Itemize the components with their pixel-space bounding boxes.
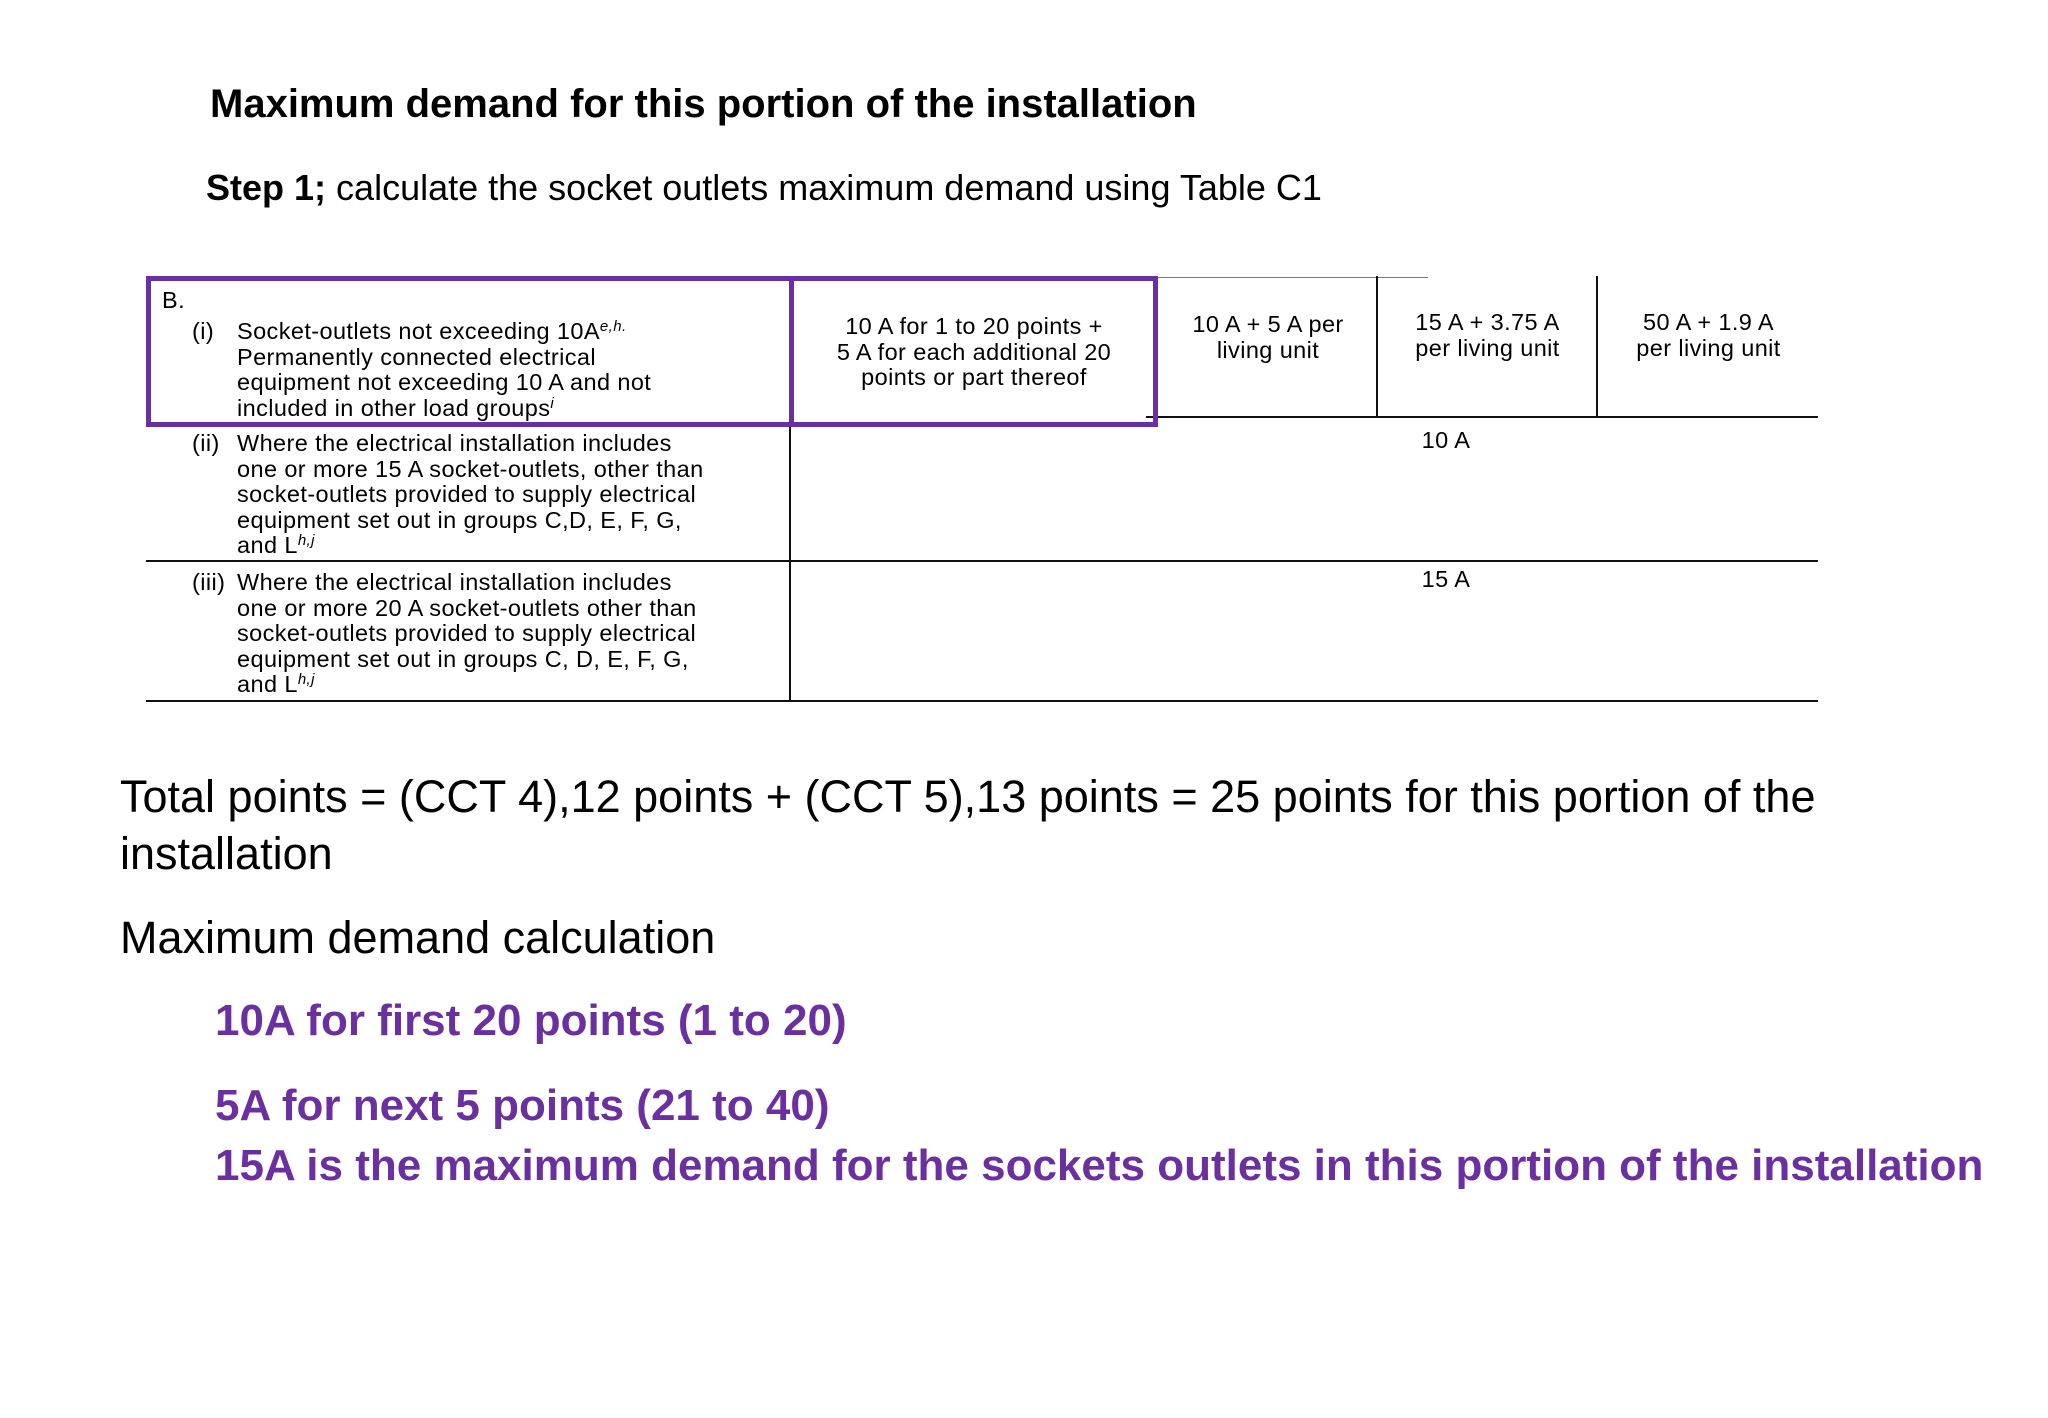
step-text: calculate the socket outlets maximum demand using Table C1 <box>336 167 1322 208</box>
row-ii-line-3: socket-outlets provided to supply electrical <box>237 481 697 507</box>
row-iii-line-2: one or more 20 A socket-outlets other than <box>237 594 697 621</box>
value-cell-points <box>796 314 1152 391</box>
page-heading: Maximum demand for this portion of the installation <box>210 82 1197 126</box>
row-iii-line-4: equipment set out in groups C, D, E, F, G, <box>237 645 689 672</box>
value-cell-3 <box>1379 310 1596 361</box>
calc-line-1: 10A for first 20 points (1 to 20) <box>215 996 847 1045</box>
column-divider-2 <box>1376 276 1378 418</box>
total-points-text: Total points = (CCT 4),12 points + (CCT 5),13 points = 25 points for this portion of the installation <box>120 771 1816 879</box>
value-2-line-1: 10 A + 5 A per <box>1192 311 1344 337</box>
row-i-sup-2: i <box>550 394 555 412</box>
table-top-line <box>1158 277 1428 278</box>
row-iii-sup: h,j <box>297 671 315 688</box>
value-3-line-1: 15 A + 3.75 A <box>1415 309 1560 335</box>
row3-bottom-line <box>146 700 1818 702</box>
row-iii-num: (iii) <box>192 569 226 595</box>
max-demand-calc-label: Maximum demand calculation <box>120 912 716 963</box>
row-i-line-2: Permanently connected electrical <box>237 343 596 370</box>
row-ii-sup: h,j <box>297 532 315 549</box>
row-iii-description <box>192 570 782 700</box>
calc-line-2: 5A for next 5 points (21 to 40) <box>215 1081 830 1130</box>
step-instruction <box>206 167 1322 209</box>
group-label: B. <box>162 287 186 313</box>
row-ii-value: 10 A <box>1421 427 1471 453</box>
row1-bottom-line <box>1146 416 1818 418</box>
row-iii-line-1: Where the electrical installation includes <box>237 569 672 595</box>
row-ii-line-1: Where the electrical installation includes <box>237 430 672 456</box>
value-points-line-3: points or part thereof <box>861 364 1087 390</box>
value-2-line-2: living unit <box>1216 336 1320 363</box>
value-cell-2 <box>1160 312 1376 363</box>
value-3-line-2: per living unit <box>1415 334 1560 361</box>
row-i-line-4: included in other load groups <box>237 394 551 421</box>
row-i-line-1: Socket-outlets not exceeding 10A <box>237 318 600 344</box>
column-divider-3 <box>1596 276 1598 418</box>
row-i-line-3: equipment not exceeding 10 A and not <box>237 369 652 395</box>
row-ii-description <box>192 431 782 561</box>
value-4-line-1: 50 A + 1.9 A <box>1643 309 1774 335</box>
value-4-line-2: per living unit <box>1636 334 1781 361</box>
row-iii-value: 15 A <box>1421 566 1471 592</box>
calc-result: 15A is the maximum demand for the sockets outlets in this portion of the installation <box>215 1141 1984 1190</box>
row-ii-num: (ii) <box>192 430 220 456</box>
row-ii-line-5: and L <box>237 532 298 558</box>
row-ii-line-2: one or more 15 A socket-outlets, other than <box>237 455 704 482</box>
value-points-line-1: 10 A for 1 to 20 points + <box>845 313 1103 339</box>
row-iii-line-3: socket-outlets provided to supply electrical <box>237 620 697 646</box>
row-i-num: (i) <box>192 318 215 344</box>
row-iii-line-5: and L <box>237 671 298 697</box>
row-i-sup-1: e,h. <box>599 318 627 335</box>
value-cell-4 <box>1599 310 1818 361</box>
demand-table <box>146 276 1826 710</box>
value-points-line-2: 5 A for each additional 20 <box>836 338 1112 365</box>
row-i-description <box>192 319 782 419</box>
row-ii-line-4: equipment set out in groups C,D, E, F, G, <box>237 506 682 533</box>
step-label: Step 1; <box>206 167 327 208</box>
